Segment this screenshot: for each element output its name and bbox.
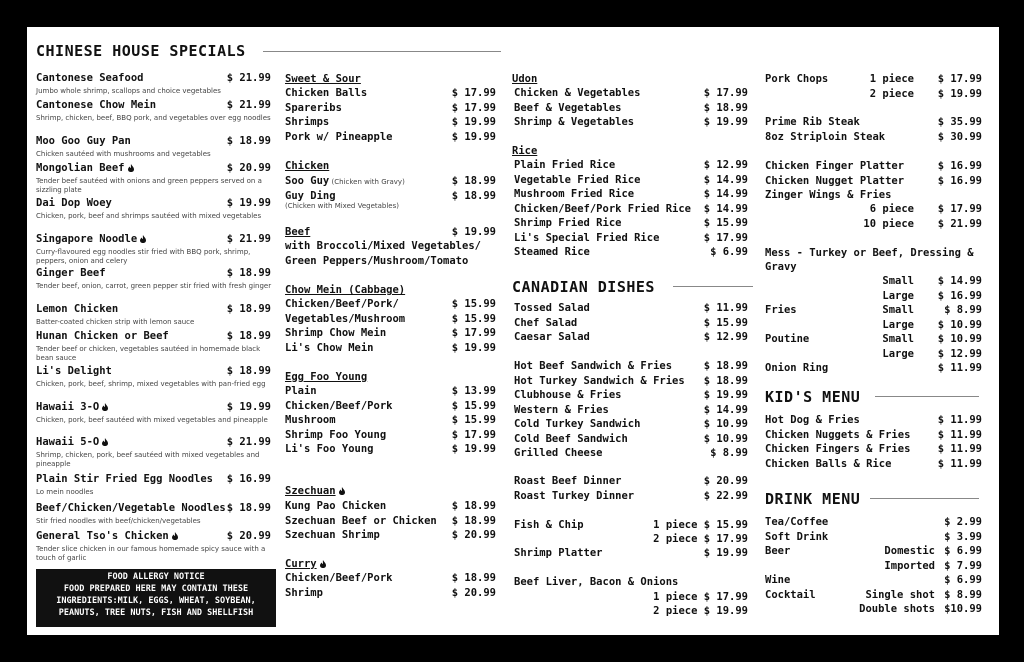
- egg_foo-item-price: $ 15.99: [451, 399, 496, 412]
- curry-item-price: $ 20.99: [451, 586, 496, 599]
- section-heading-rice: Rice: [512, 145, 538, 157]
- sandwich-item-name: Hot Turkey Sandwich & Fries: [514, 374, 685, 387]
- menu-item-description: Stir fried noodles with beef/chicken/vegetables: [36, 517, 201, 525]
- sandwich-item-price: $ 10.99: [703, 432, 748, 445]
- canadian-rule: [673, 286, 753, 287]
- section-heading-curry: Curry: [285, 558, 326, 570]
- egg_foo-item-name: Chicken/Beef/Pork: [285, 399, 393, 412]
- egg_foo-item-name: Plain: [285, 385, 317, 397]
- onion-ring-name: Onion Ring: [765, 362, 829, 374]
- drink-item-option: Imported: [884, 559, 935, 572]
- zinger-option-price: $ 21.99: [937, 217, 982, 230]
- drink-item-name: Cocktail: [765, 588, 816, 601]
- steak-item-name: Prime Rib Steak: [765, 116, 860, 128]
- sweet_sour-item-price: $ 17.99: [451, 87, 496, 99]
- section-title-drink-menu: DRINK MENU: [765, 490, 861, 508]
- drink-item-name: Soft Drink: [765, 530, 829, 543]
- menu-item-description: Shrimp, chicken, beef, BBQ pork, and vegetables over egg noodles: [36, 114, 271, 122]
- sandwich-item-price: $ 19.99: [703, 389, 748, 401]
- liver-option: 2 piece $ 19.99: [653, 605, 748, 617]
- section-heading-chow_mein: Chow Mein (Cabbage): [285, 284, 406, 296]
- drink-item-price: $ 8.99: [944, 588, 982, 601]
- kids-item-name: Hot Dog & Fries: [765, 414, 860, 426]
- rice-item-name: Vegetable Fried Rice: [514, 173, 641, 186]
- udon-item-price: $ 19.99: [703, 116, 748, 128]
- section-heading-szechuan: Szechuan: [285, 485, 345, 497]
- allergy-line: PEANUTS, TREE NUTS, FISH AND SHELLFISH: [58, 608, 254, 618]
- sweet_sour-item-name: Chicken Balls: [285, 87, 368, 99]
- salad-item-price: $ 11.99: [703, 302, 748, 314]
- drink-item-name: Beer: [765, 545, 791, 557]
- kids-item-price: $ 11.99: [937, 457, 982, 470]
- menu-item-name: General Tso's Chicken: [36, 530, 178, 542]
- curry-item-name: Shrimp: [285, 586, 323, 599]
- drink-item-price: $ 3.99: [944, 530, 982, 543]
- sandwich-item-price: $ 18.99: [703, 360, 748, 372]
- beef-options-line: Green Peppers/Mushroom/Tomato: [285, 255, 469, 267]
- sweet_sour-item-name: Shrimps: [285, 116, 330, 128]
- drink-rule: [870, 498, 979, 499]
- menu-item-description: Batter-coated chicken strip with lemon sauce: [36, 318, 195, 326]
- menu-item-name: Hawaii 3-O: [36, 401, 108, 413]
- sandwich-item-name: Cold Beef Sandwich: [514, 432, 628, 445]
- poutine-option: Large: [882, 348, 914, 360]
- dinner-item-name: Roast Turkey Dinner: [514, 489, 635, 502]
- spicy-flame-icon: [102, 403, 108, 411]
- dinner-item-name: Roast Beef Dinner: [514, 475, 622, 487]
- chow_mein-item-name: Chicken/Beef/Pork/: [285, 298, 399, 310]
- drink-item-option: Domestic: [884, 545, 935, 557]
- allergy-line: FOOD PREPARED HERE MAY CONTAIN THESE: [63, 584, 249, 594]
- menu-item-price: $ 18.99: [226, 330, 271, 342]
- zinger-option-price: $ 17.99: [937, 203, 982, 215]
- menu-item-name: Singapore Noodle: [36, 233, 146, 245]
- sweet_sour-item-name: Pork w/ Pineapple: [285, 130, 393, 143]
- liver-name: Beef Liver, Bacon & Onions: [514, 576, 679, 588]
- sweet_sour-item-price: $ 19.99: [451, 130, 496, 143]
- poutine-name: Poutine: [765, 333, 810, 345]
- drink-item-name: Tea/Coffee: [765, 516, 829, 528]
- egg_foo-item-price: $ 19.99: [451, 443, 496, 455]
- drink-item-price: $10.99: [944, 603, 982, 615]
- platter-item-price: $ 16.99: [937, 174, 982, 187]
- poutine-price: $ 10.99: [937, 333, 982, 345]
- spicy-flame-icon: [140, 235, 146, 243]
- mess-option: Large: [882, 290, 914, 302]
- rice-item-name: Li's Special Fried Rice: [514, 231, 660, 244]
- salad-item-name: Tossed Salad: [514, 302, 590, 314]
- steak-item-name: 8oz Striploin Steak: [765, 130, 886, 143]
- menu-item-name: Hawaii 5-O: [36, 436, 108, 448]
- salad-item-name: Caesar Salad: [514, 331, 590, 343]
- salad-item-price: $ 15.99: [703, 316, 748, 329]
- spicy-flame-icon: [128, 164, 134, 172]
- fries-price: $ 8.99: [944, 304, 982, 316]
- chicken-item-price: $ 18.99: [451, 175, 496, 187]
- udon-item-price: $ 17.99: [703, 87, 748, 99]
- menu-item-name: Moo Goo Guy Pan: [36, 135, 131, 147]
- udon-item-price: $ 18.99: [703, 101, 748, 114]
- sandwich-item-price: $ 8.99: [710, 447, 748, 459]
- salad-item-name: Chef Salad: [514, 316, 578, 329]
- platter-item-price: $ 16.99: [937, 160, 982, 172]
- chow_mein-item-name: Shrimp Chow Mein: [285, 327, 387, 339]
- chicken-item-note: (Chicken with Gravy): [329, 178, 405, 186]
- section-heading-beef: Beef: [285, 226, 311, 238]
- chicken-item-note: (Chicken with Mixed Vegetables): [285, 202, 399, 210]
- egg_foo-item-price: $ 13.99: [451, 385, 496, 397]
- sweet_sour-item-price: $ 19.99: [451, 116, 496, 128]
- mess-price: $ 14.99: [937, 275, 982, 287]
- fries-option: Large: [882, 319, 914, 331]
- steak-item-price: $ 30.99: [937, 130, 982, 143]
- sandwich-item-name: Grilled Cheese: [514, 447, 603, 459]
- menu-item-name: Ginger Beef: [36, 267, 106, 279]
- curry-item-price: $ 18.99: [451, 572, 496, 584]
- sandwich-item-name: Hot Beef Sandwich & Fries: [514, 360, 673, 372]
- allergy-line: INGREDIENTS:MILK, EGGS, WHEAT, SOYBEAN,: [56, 596, 256, 606]
- pork-chops-name: Pork Chops: [765, 73, 829, 85]
- section-title-canadian-dishes: CANADIAN DISHES: [512, 278, 655, 296]
- menu-item-description: Shrimp, chicken, pork, beef sautéed with mixed vegetables and pineapple: [36, 451, 260, 468]
- szechuan-item-price: $ 20.99: [451, 529, 496, 541]
- mess-name-cont: Gravy: [765, 261, 797, 273]
- udon-item-name: Chicken & Vegetables: [514, 87, 641, 99]
- liver-option: 1 piece $ 17.99: [653, 591, 748, 603]
- kids-item-price: $ 11.99: [937, 443, 982, 455]
- menu-item-name: Plain Stir Fried Egg Noodles: [36, 473, 214, 485]
- sandwich-item-price: $ 14.99: [703, 403, 748, 416]
- section-heading-egg_foo: Egg Foo Young: [285, 371, 368, 383]
- fish-chip-option: 1 piece $ 15.99: [653, 519, 748, 531]
- menu-item-description: Jumbo whole shrimp, scallops and choice vegetables: [36, 87, 221, 95]
- zinger-option-option: 6 piece: [869, 203, 914, 215]
- menu-item-price: $ 21.99: [226, 233, 271, 245]
- fries-option: Small: [882, 304, 914, 316]
- sandwich-item-price: $ 18.99: [703, 374, 748, 387]
- egg_foo-item-price: $ 15.99: [451, 414, 496, 426]
- rice-item-price: $ 14.99: [703, 173, 748, 186]
- szechuan-item-name: Kung Pao Chicken: [285, 500, 387, 512]
- rice-item-name: Plain Fried Rice: [514, 159, 616, 171]
- food-allergy-notice: [36, 569, 276, 627]
- menu-item-price: $ 18.99: [226, 135, 271, 147]
- menu-item-price: $ 21.99: [226, 99, 271, 111]
- szechuan-item-name: Szechuan Beef or Chicken: [285, 514, 437, 527]
- menu-item-description: Curry-flavoured egg noodles stir fried with BBQ pork, shrimp, peppers, onion and celery: [36, 248, 251, 265]
- udon-item-name: Beef & Vegetables: [514, 101, 622, 114]
- section-heading-sweet_sour: Sweet & Sour: [285, 73, 361, 85]
- menu-item-description: Tender beef or chicken, vegetables sautéed in homemade black bean sauce: [36, 345, 261, 362]
- platter-item-name: Zinger Wings & Fries: [765, 189, 892, 201]
- menu-item-description: Tender beef sautéed with onions and green peppers served on a sizzling plate: [36, 177, 262, 194]
- chow_mein-item-price: $ 15.99: [451, 298, 496, 310]
- menu-item-price: $ 16.99: [226, 473, 271, 485]
- spicy-flame-icon: [172, 532, 178, 540]
- menu-item-name: Cantonese Seafood: [36, 72, 144, 84]
- onion-ring-price: $ 11.99: [937, 362, 982, 374]
- kids-rule: [875, 396, 979, 397]
- egg_foo-item-name: Mushroom: [285, 414, 336, 426]
- curry-item-name: Chicken/Beef/Pork: [285, 572, 393, 584]
- kids-item-name: Chicken Balls & Rice: [765, 457, 892, 470]
- menu-item-price: $ 21.99: [226, 72, 271, 84]
- egg_foo-item-price: $ 17.99: [451, 428, 496, 441]
- zinger-option-option: 10 piece: [863, 217, 914, 230]
- menu-item-price: $ 18.99: [226, 303, 271, 315]
- poutine-price: $ 12.99: [937, 348, 982, 360]
- pork-chops-price: $ 19.99: [937, 88, 982, 100]
- menu-item-name: Cantonese Chow Mein: [36, 99, 157, 111]
- platter-item-name: Chicken Finger Platter: [765, 160, 905, 172]
- title-rule: [263, 51, 501, 52]
- sandwich-item-name: Clubhouse & Fries: [514, 389, 622, 401]
- menu-item-price: $ 20.99: [226, 530, 271, 542]
- kids-item-name: Chicken Nuggets & Fries: [765, 428, 911, 441]
- menu-item-price: $ 19.99: [226, 197, 271, 209]
- shrimp-platter-price: $ 19.99: [703, 547, 748, 559]
- menu-item-description: Chicken, pork, beef sautéed with mixed vegetables and pineapple: [36, 416, 268, 424]
- menu-page: [27, 27, 999, 635]
- menu-item-price: $ 20.99: [226, 162, 271, 174]
- udon-item-name: Shrimp & Vegetables: [514, 116, 635, 128]
- egg_foo-item-name: Li's Foo Young: [285, 443, 374, 455]
- menu-item-price: $ 18.99: [226, 365, 271, 377]
- menu-item-description: Lo mein noodles: [36, 488, 94, 496]
- rice-item-price: $ 14.99: [703, 188, 748, 200]
- platter-item-name: Chicken Nugget Platter: [765, 174, 905, 187]
- spicy-flame-icon: [102, 438, 108, 446]
- dinner-item-price: $ 20.99: [703, 475, 748, 487]
- drink-item-option: Double shots: [859, 603, 935, 615]
- drink-item-price: $ 7.99: [944, 559, 982, 572]
- rice-item-price: $ 6.99: [710, 246, 748, 258]
- chow_mein-item-price: $ 17.99: [451, 327, 496, 339]
- rice-item-name: Mushroom Fried Rice: [514, 188, 635, 200]
- szechuan-item-name: Szechuan Shrimp: [285, 529, 380, 541]
- drink-item-name: Wine: [765, 574, 791, 586]
- menu-item-name: Lemon Chicken: [36, 303, 119, 315]
- chicken-item-price: $ 18.99: [451, 190, 496, 202]
- chow_mein-item-price: $ 15.99: [451, 312, 496, 325]
- menu-item-name: Mongolian Beef: [36, 162, 134, 174]
- spicy-flame-icon: [339, 487, 345, 495]
- rice-item-price: $ 14.99: [703, 202, 748, 215]
- rice-item-name: Shrimp Fried Rice: [514, 217, 622, 229]
- fries-name: Fries: [765, 304, 797, 316]
- mess-name: Mess - Turkey or Beef, Dressing &: [765, 247, 974, 259]
- sandwich-item-name: Western & Fries: [514, 403, 609, 416]
- chicken-item-label: Soo Guy: [285, 175, 330, 187]
- menu-item-description: Tender beef, onion, carrot, green pepper stir fried with fresh ginger: [36, 282, 272, 290]
- drink-item-price: $ 2.99: [944, 516, 982, 528]
- section-heading-udon: Udon: [512, 73, 538, 85]
- pork-chops-option: 2 piece: [869, 88, 914, 100]
- poutine-option: Small: [882, 333, 914, 345]
- dinner-item-price: $ 22.99: [703, 489, 748, 502]
- menu-item-price: $ 18.99: [226, 267, 271, 279]
- allergy-line: FOOD ALLERGY NOTICE: [107, 572, 205, 582]
- fries-price: $ 10.99: [937, 319, 982, 331]
- shrimp-platter-name: Shrimp Platter: [514, 547, 603, 559]
- chow_mein-item-price: $ 19.99: [451, 341, 496, 354]
- kids-item-name: Chicken Fingers & Fries: [765, 443, 911, 455]
- rice-item-name: Chicken/Beef/Pork Fried Rice: [514, 202, 692, 215]
- section-title-chinese-house-specials: CHINESE HOUSE SPECIALS: [36, 42, 246, 60]
- szechuan-item-price: $ 18.99: [451, 514, 496, 527]
- menu-item-price: $ 18.99: [226, 502, 271, 514]
- beef-options-line: with Broccoli/Mixed Vegetables/: [285, 240, 481, 252]
- salad-item-price: $ 12.99: [703, 331, 748, 343]
- rice-item-price: $ 12.99: [703, 159, 748, 171]
- chow_mein-item-name: Vegetables/Mushroom: [285, 312, 406, 325]
- kids-item-price: $ 11.99: [937, 414, 982, 426]
- menu-item-name: Dai Dop Woey: [36, 197, 112, 209]
- menu-item-price: $ 19.99: [226, 401, 271, 413]
- spicy-flame-icon: [320, 560, 326, 568]
- drink-item-price: $ 6.99: [944, 545, 982, 557]
- menu-item-description: Tender slice chicken in our famous homemade spicy sauce with a touch of garlic: [36, 545, 266, 562]
- chicken-item-name: Guy Ding: [285, 190, 336, 202]
- sweet_sour-item-price: $ 17.99: [451, 101, 496, 114]
- drink-item-price: $ 6.99: [944, 574, 982, 586]
- fish-chip-option: 2 piece $ 17.99: [653, 533, 748, 545]
- kids-item-price: $ 11.99: [937, 428, 982, 441]
- menu-item-name: Li's Delight: [36, 365, 112, 377]
- rice-item-name: Steamed Rice: [514, 246, 590, 258]
- sandwich-item-price: $ 10.99: [703, 418, 748, 430]
- menu-item-description: Chicken, pork, beef, shrimp, mixed vegetables with pan-fried egg: [36, 380, 266, 388]
- steak-item-price: $ 35.99: [937, 116, 982, 128]
- mess-option: Small: [882, 275, 914, 287]
- menu-item-name: Beef/Chicken/Vegetable Noodles: [36, 502, 226, 514]
- menu-item-price: $ 21.99: [226, 436, 271, 448]
- sweet_sour-item-name: Spareribs: [285, 101, 342, 114]
- section-title-kids-menu: KID'S MENU: [765, 388, 861, 406]
- fish-chip-name: Fish & Chip: [514, 519, 584, 531]
- chow_mein-item-name: Li's Chow Mein: [285, 341, 374, 354]
- beef-price: $ 19.99: [451, 226, 496, 238]
- rice-item-price: $ 17.99: [703, 231, 748, 244]
- menu-item-name: Hunan Chicken or Beef: [36, 330, 169, 342]
- mess-price: $ 16.99: [937, 290, 982, 302]
- szechuan-item-price: $ 18.99: [451, 500, 496, 512]
- rice-item-price: $ 15.99: [703, 217, 748, 229]
- pork-chops-option: 1 piece: [869, 73, 914, 85]
- chicken-item-name: [285, 175, 405, 187]
- menu-item-description: Chicken, pork, beef and shrimps sautéed with mixed vegetables: [36, 212, 262, 220]
- menu-item-description: Chicken sautéed with mushrooms and vegetables: [36, 150, 211, 158]
- pork-chops-price: $ 17.99: [937, 73, 982, 85]
- drink-item-option: Single shot: [865, 588, 935, 601]
- egg_foo-item-name: Shrimp Foo Young: [285, 428, 387, 441]
- section-heading-chicken: Chicken: [285, 160, 330, 172]
- sandwich-item-name: Cold Turkey Sandwich: [514, 418, 641, 430]
